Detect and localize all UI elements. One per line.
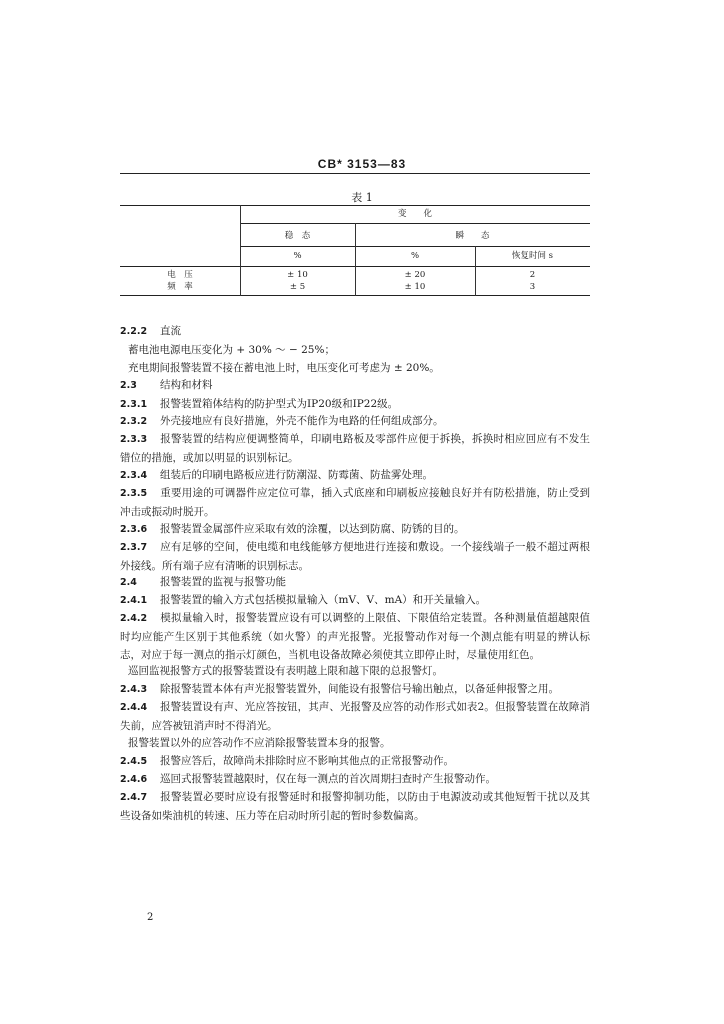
section-2-3-1: 2.3.1 报警装置箱体结构的防护型式为IP20级和IP22级。 [120, 398, 399, 410]
page-number: 2 [147, 912, 154, 923]
section-2-3-6: 2.3.6 报警装置金属部件应采取有效的涂覆，以达到防腐、防锈的目的。 [120, 523, 465, 535]
section-2-3-5: 2.3.5 重要用途的可调器件应定位可靠，插入式底座和印刷板应接触良好并有防松措施，防止受到冲击或振动时脱开。 [120, 487, 590, 518]
paragraph: 报警装置以外的应答动作不应消除报警装置本身的报警。 [128, 737, 391, 749]
section-2-4-6: 2.4.6 巡回式报警装置越限时，仅在每一测点的首次周期扫查时产生报警动作。 [120, 773, 496, 785]
section-2-3-3: 2.3.3 报警装置的结构应便调整简单，印刷电路板及零部件应便于拆换，拆换时相应回应有不发生错位的措施，或加以明显的识别标记。 [120, 433, 590, 464]
table-rule-1 [240, 223, 590, 224]
table-cell: ± 10 [404, 282, 426, 292]
table-header-change: 变 化 [397, 209, 432, 219]
paragraph: 蓄电池电源电压变化为 + 30% ～ − 25%； [128, 344, 335, 356]
table-cell: ± 20 [404, 270, 426, 280]
table-caption: 表 1 [351, 191, 373, 204]
section-2-4-2: 2.4.2 模拟量输入时，报警装置应设有可以调整的上限值、下限值给定装置。各种测量值超越限值时均应能产生区别于其他系统（如火警）的声光报警。光报警动作对每一个测点能有明显的辨认标志，对应于每一测点的指示灯颜色，当机电设备故障必须使其立即停止时，尽量使用红色。 [120, 612, 590, 661]
table-unit-transient: % [410, 251, 420, 261]
standard-code-header: CB* 3153—83 [317, 157, 407, 171]
paragraph: 充电期间报警装置不接在蓄电池上时，电压变化可考虑为 ± 20%。 [128, 362, 440, 374]
table-header-recovery: 恢复时间 s [511, 251, 554, 261]
section-2-4-7: 2.4.7 报警装置必要时应设有报警延时和报警抑制功能，以防由于电源波动或其他短暂干扰以及其些设备如柴油机的转速、压力等在启动时所引起的暂时参数偏离。 [120, 791, 590, 822]
table-rule-2 [240, 246, 590, 247]
table-header-steady: 稳 态 [284, 231, 311, 241]
section-2-4-1: 2.4.1 报警装置的输入方式包括模拟量输入（mV、V、mA）和开关量输入。 [120, 594, 487, 606]
data-table [120, 205, 590, 301]
section-2-3-2: 2.3.2 外壳接地应有良好措施，外壳不能作为电路的任何组成部分。 [120, 415, 444, 427]
table-cell: 2 [529, 270, 536, 280]
section-2-3-4: 2.3.4 组装后的印刷电路板应进行防潮湿、防霉菌、防盐雾处理。 [120, 469, 433, 481]
table-row-label: 电 压 [167, 270, 193, 280]
paragraph: 巡回监视报警方式的报警装置设有表明越上限和越下限的总报警灯。 [128, 665, 443, 677]
table-cell: ± 10 [287, 270, 308, 280]
section-2-4: 2.4 报警装置的监视与报警功能 [120, 576, 286, 588]
section-2-4-5: 2.4.5 报警应答后，故障尚未排除时应不影响其他点的正常报警动作。 [120, 755, 454, 767]
section-2-3: 2.3 结构和材料 [120, 379, 213, 391]
section-2-4-3: 2.4.3 除报警装置本体有声光报警装置外，间能设有报警信号输出触点，以备延伸报警之用。 [120, 683, 559, 695]
section-2-3-7: 2.3.7 应有足够的空间，使电缆和电线能够方便地进行连接和敷设。一个接线端子一般不超过两根外接线。所有端子应有清晰的识别标志。 [120, 541, 590, 572]
table-cell: 3 [529, 282, 536, 292]
table-cell: ± 5 [289, 282, 306, 292]
table-row-label: 频 率 [167, 282, 193, 292]
header-rule [120, 173, 590, 174]
table-unit-steady: % [293, 251, 302, 261]
table-header-transient: 瞬 态 [455, 231, 490, 241]
table-top-rule [120, 205, 590, 206]
section-2-4-4: 2.4.4 报警装置设有声、光应答按钮，其声、光报警及应答的动作形式如表2。但报警装置在故障消失前，应答被钮消声时不得消光。 [120, 701, 590, 732]
section-2-2-2: 2.2.2 直流 [120, 325, 181, 337]
